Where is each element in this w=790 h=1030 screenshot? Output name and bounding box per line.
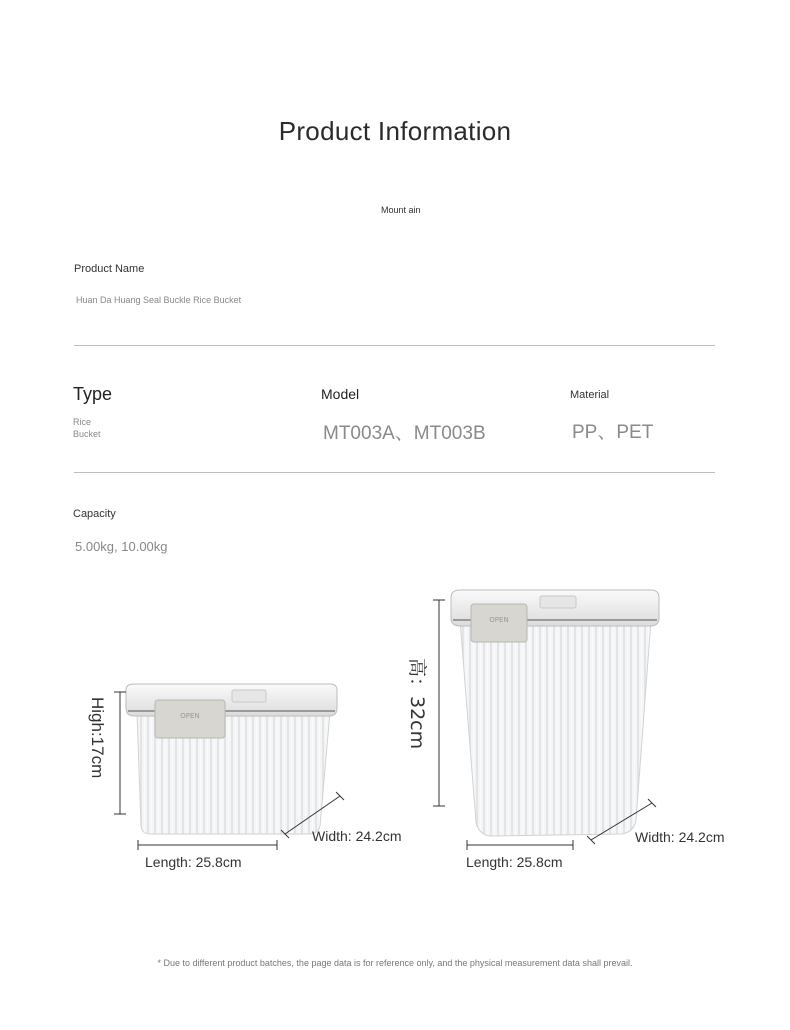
small-width-label: Width: 24.2cm <box>312 828 402 844</box>
model-label: Model <box>321 386 360 402</box>
type-value: Rice Bucket <box>73 417 101 439</box>
product-name-value: Huan Da Huang Seal Buckle Rice Bucket <box>76 295 242 305</box>
material-value: PP、PET <box>572 422 654 443</box>
capacity-value: 5.00kg, 10.00kg <box>75 539 168 554</box>
footnote: * Due to different product batches, the page data is for reference only, and the physical measurement data shall prevail. <box>157 958 633 968</box>
svg-text:OPEN: OPEN <box>180 712 200 720</box>
page-title: Product Information <box>278 116 512 146</box>
small-length-label: Length: 25.8cm <box>145 854 242 870</box>
small-height-label: High:17cm <box>88 697 107 779</box>
material-label: Material <box>570 389 610 401</box>
product-name-label: Product Name <box>74 263 145 275</box>
large-width-label: Width: 24.2cm <box>635 829 725 845</box>
capacity-label: Capacity <box>73 508 116 520</box>
large-length-label: Length: 25.8cm <box>466 854 563 870</box>
large-height-label: 高：32cm <box>406 658 428 750</box>
model-value: MT003A、MT003B <box>323 423 486 444</box>
small-bucket-image <box>126 684 337 834</box>
svg-text:OPEN: OPEN <box>489 616 509 624</box>
brand-logo-text: Mount ain <box>381 205 421 215</box>
type-label: Type <box>73 384 113 404</box>
large-bucket-image <box>451 590 659 836</box>
